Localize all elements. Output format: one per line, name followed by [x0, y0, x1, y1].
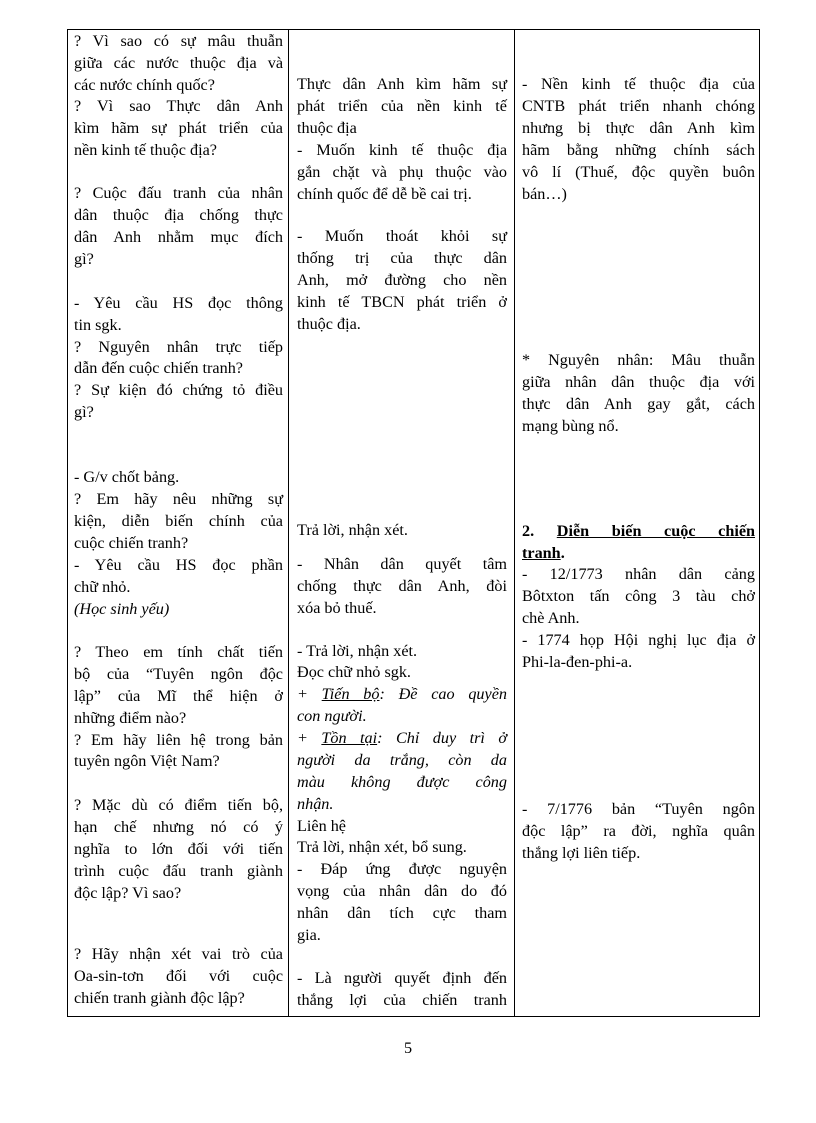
teacher-column-line: kìm hãm sự phát triển của	[74, 119, 283, 137]
teacher-column-line: dẫn đến cuộc chiến tranh?	[74, 359, 243, 377]
teacher-column-line: ? Sự kiện đó chứng tỏ điều	[74, 381, 283, 399]
content-column-line: Phi-la-đen-phi-a.	[522, 653, 633, 671]
student-column-line: gia.	[297, 926, 321, 944]
content-column-line: thực dân Anh gay gắt, cách	[522, 395, 755, 413]
teacher-column-line: tin sgk.	[74, 316, 122, 334]
student-column-line: thắng lợi của chiến tranh	[297, 991, 507, 1009]
student-column-line	[297, 684, 507, 706]
teacher-column-line: bộ của “Tuyên ngôn độc	[74, 665, 283, 683]
content-column-line: nhưng bị thực dân Anh kìm	[522, 119, 755, 137]
student-column-line: Anh, mở đường cho nền	[297, 271, 507, 289]
student-column-line: phát triển của nền kinh tế	[297, 97, 507, 115]
student-column-line: - Muốn thoát khỏi sự	[297, 227, 507, 245]
student-column-line: - Muốn kinh tế thuộc địa	[297, 141, 507, 159]
line-prefix: +	[297, 729, 322, 747]
student-column-line: con người.	[297, 707, 367, 725]
student-column-line: thuộc địa	[297, 119, 357, 137]
teacher-column-line: kiện, diễn biến chính của	[74, 512, 283, 530]
content-column-line: - 12/1773 nhân dân cảng	[522, 565, 755, 583]
student-column-line: thống trị của thực dân	[297, 249, 507, 267]
underlined-label: Tiến bộ	[321, 685, 380, 703]
page-number: 5	[403, 1039, 413, 1057]
student-column-line: - Là người quyết định đến	[297, 969, 507, 987]
teacher-column-line: ? Em hãy liên hệ trong bản	[74, 731, 283, 749]
column-divider-2	[514, 30, 515, 1016]
teacher-column-line: cuộc chiến tranh?	[74, 534, 189, 552]
teacher-column-line: lập” của Mĩ thể hiện ở	[74, 687, 283, 705]
content-column-line: độc lập” ra đời, nghĩa quân	[522, 822, 755, 840]
teacher-column-line: chiến tranh giành độc lập?	[74, 989, 245, 1007]
student-column-line: Liên hệ	[297, 817, 346, 835]
student-column-line: người da trắng, còn da	[297, 751, 507, 769]
teacher-column-line: các nước chính quốc?	[74, 76, 215, 94]
underlined-label: Diễn biến cuộc chiến	[556, 522, 756, 540]
student-column-line: - Nhân dân quyết tâm	[297, 555, 507, 573]
teacher-column-line: ? Hãy nhận xét vai trò của	[74, 945, 283, 963]
teacher-column-line: ? Vì sao Thực dân Anh	[74, 97, 283, 115]
content-column-line: Bôtxton tấn công 3 tàu chở	[522, 587, 755, 605]
teacher-column-line: trình cuộc đấu tranh giành	[74, 862, 283, 880]
student-column-line: chính quốc để dễ bề cai trị.	[297, 185, 472, 203]
student-column-line: màu không được công	[297, 773, 507, 791]
teacher-column-line: - Yêu cầu HS đọc thông	[74, 294, 283, 312]
student-column-line: Thực dân Anh kìm hãm sự	[297, 75, 507, 93]
content-column-line	[522, 543, 755, 565]
content-column-line: thắng lợi liên tiếp.	[522, 844, 641, 862]
line-rest: .	[560, 544, 565, 562]
teacher-column-line: (Học sinh yếu)	[74, 600, 170, 618]
student-column-line: xóa bỏ thuế.	[297, 599, 377, 617]
student-column-line: Trả lời, nhận xét.	[297, 521, 408, 539]
student-column-line: vọng của nhân dân do đó	[297, 882, 507, 900]
teacher-column-line: Oa-sin-tơn đối với cuộc	[74, 967, 283, 985]
content-column-line: - 7/1776 bản “Tuyên ngôn	[522, 800, 755, 818]
line-prefix: 2.	[522, 522, 557, 540]
student-column-line: nhận.	[297, 795, 334, 813]
column-divider-1	[288, 30, 289, 1016]
content-column-line: bán…)	[522, 185, 567, 203]
teacher-column-line: gì?	[74, 250, 94, 268]
line-rest: : Chỉ duy trì ở	[377, 729, 507, 747]
teacher-column-line: ? Vì sao có sự mâu thuẫn	[74, 32, 283, 50]
teacher-column-line: giữa các nước thuộc địa và	[74, 54, 283, 72]
line-prefix: +	[297, 685, 322, 703]
underlined-label: tranh	[522, 544, 561, 562]
teacher-column-line: độc lập? Vì sao?	[74, 884, 182, 902]
student-column-line: - Trả lời, nhận xét.	[297, 642, 418, 660]
content-column-line: vô lí (Thuế, độc quyền buôn	[522, 163, 755, 181]
teacher-column-line: nền kinh tế thuộc địa?	[74, 141, 217, 159]
content-column-line: CNTB phát triển nhanh chóng	[522, 97, 755, 115]
teacher-column-line: ? Nguyên nhân trực tiếp	[74, 338, 283, 356]
teacher-column-line: hạn chế nhưng nó có ý	[74, 818, 283, 836]
line-rest: : Đề cao quyền	[379, 685, 507, 703]
teacher-column-line: ? Mặc dù có điểm tiến bộ,	[74, 796, 283, 814]
teacher-column-line: - Yêu cầu HS đọc phần	[74, 556, 283, 574]
teacher-column-line: những điểm nào?	[74, 709, 187, 727]
content-column-line: chè Anh.	[522, 609, 580, 627]
content-column-line: - Nền kinh tế thuộc địa của	[522, 75, 755, 93]
teacher-column-line: dân thuộc địa chống thực	[74, 206, 283, 224]
student-column-line: nhân dân tích cực tham	[297, 904, 507, 922]
student-column-line: thuộc địa.	[297, 315, 361, 333]
content-column-line: - 1774 họp Hội nghị lục địa ở	[522, 631, 755, 649]
teacher-column-line: ? Em hãy nêu những sự	[74, 490, 283, 508]
content-column-line: hãm bằng những chính sách	[522, 141, 755, 159]
student-column-line	[297, 728, 507, 750]
student-column-line: chống thực dân Anh, đòi	[297, 577, 507, 595]
teacher-column-line: nghĩa to lớn đối với tiến	[74, 840, 283, 858]
student-column-line: Trả lời, nhận xét, bổ sung.	[297, 838, 467, 856]
underlined-label: Tồn tại	[321, 729, 378, 747]
student-column-line: kinh tế TBCN phát triển ở	[297, 293, 507, 311]
teacher-column-line: dân Anh nhằm mục đích	[74, 228, 283, 246]
content-column-line: mạng bùng nổ.	[522, 417, 619, 435]
content-column-line: giữa nhân dân thuộc địa với	[522, 373, 755, 391]
content-column-line	[522, 521, 755, 543]
lesson-table	[67, 29, 760, 1017]
teacher-column-line: tuyên ngôn Việt Nam?	[74, 752, 220, 770]
teacher-column-line: ? Cuộc đấu tranh của nhân	[74, 184, 283, 202]
teacher-column-line: ? Theo em tính chất tiến	[74, 643, 283, 661]
content-column-line: * Nguyên nhân: Mâu thuẫn	[522, 351, 755, 369]
teacher-column-line: gì?	[74, 403, 94, 421]
student-column-line: gắn chặt và phụ thuộc vào	[297, 163, 507, 181]
teacher-column-line: - G/v chốt bảng.	[74, 468, 180, 486]
teacher-column-line: chữ nhỏ.	[74, 578, 131, 596]
student-column-line: Đọc chữ nhỏ sgk.	[297, 663, 411, 681]
student-column-line: - Đáp ứng được nguyện	[297, 860, 507, 878]
